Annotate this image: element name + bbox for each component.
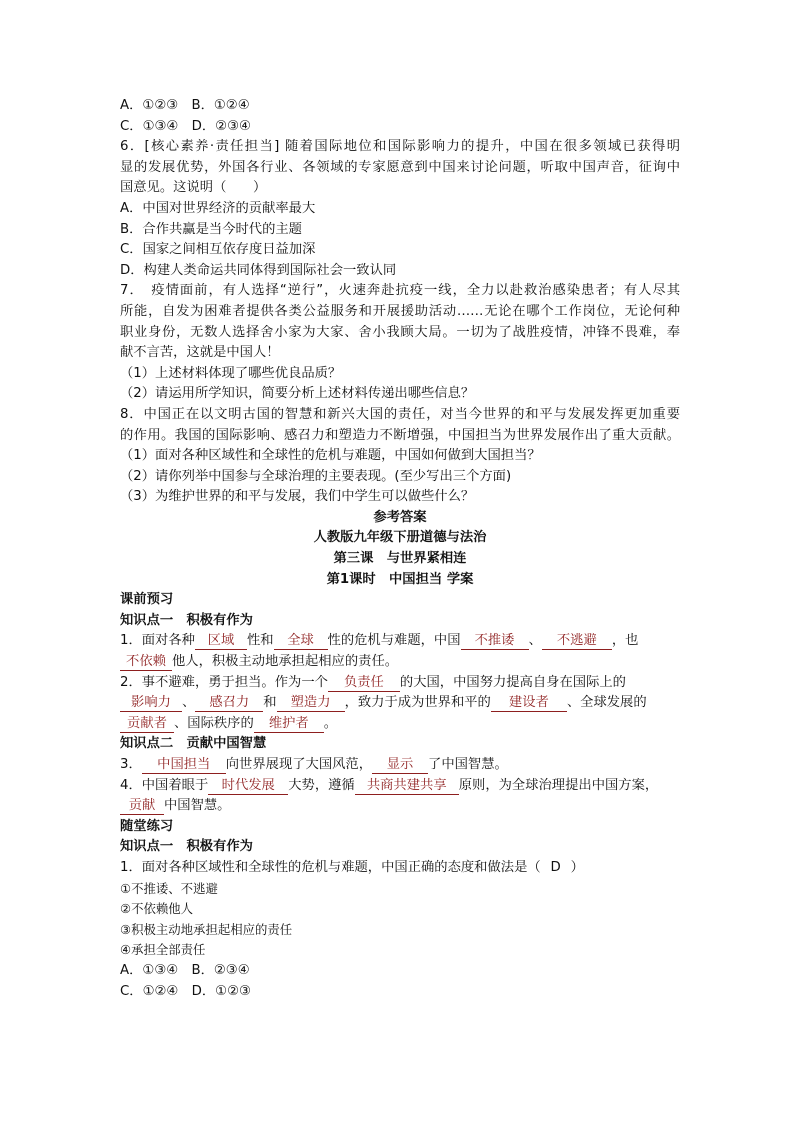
option-line-cd: C．①③④ D．②③④ <box>120 118 251 134</box>
q8-sub-3: （3）为维护世界的和平与发展，我们中学生可以做些什么？ <box>120 489 475 505</box>
answer-blank: 感召力 <box>195 694 263 712</box>
preview-item-2-line-2: 影响力 、 感召力 和 塑造力 ，致力于成为世界和平的 建设者 、全球发展的 <box>120 693 680 714</box>
answer-blank: 显示 <box>372 756 428 774</box>
preview-item-4-line-1: 4．中国着眼于 时代发展 大势，遵循 共商共建共享 原则，为全球治理提出中国方案， <box>120 777 659 793</box>
q6-option-a: A．中国对世界经济的贡献率最大 <box>120 200 316 216</box>
answer-blank: 贡献 <box>120 797 164 815</box>
answer-blank: 共商共建共享 <box>355 777 459 795</box>
practice-question-1: 1．面对各种区域性和全球性的危机与难题，中国正确的态度和做法是（ D ） <box>120 858 680 879</box>
preview-item-2-line-3: 贡献者 、国际秩序的 维护者 。 <box>120 714 680 735</box>
q8-line-2: 的作用。我国的国际影响、感召力和塑造力不断增强，中国担当为世界发展作出了重大贡献。 <box>120 427 680 443</box>
q6-option-d: D．构建人类命运共同体得到国际社会一致认同 <box>120 262 397 278</box>
answer-blank: 负责任 <box>328 674 400 692</box>
lesson-title: 第三课 与世界紧相连 <box>333 551 467 567</box>
answer-blank: 贡献者 <box>120 715 174 733</box>
answer-blank: 全球 <box>274 632 328 650</box>
q8-sub-2: （2）请你列举中国参与全球治理的主要表现。(至少写出三个方面) <box>120 468 512 484</box>
preview-item-3: 3． 中国担当 向世界展现了大国风范， 显示 了中国智慧。 <box>120 757 508 772</box>
practice-choice-ab: A．①③④ B．②③④ <box>120 962 250 978</box>
preview-item-1-line-1: 1．面对各种 区域 性和 全球 性的危机与难题，中国 不推诿 、 不逃避 ，也 <box>120 633 639 649</box>
answer-blank: 塑造力 <box>277 694 345 712</box>
option-line-ab: A．①②③ B．①②④ <box>120 98 250 113</box>
answer-blank: 维护者 <box>254 715 324 733</box>
q7-sub-2: （2）请运用所学知识，简要分析上述材料传递出哪些信息？ <box>120 386 475 402</box>
q7-line-3: 职业身份，无数人选择舍小家为大家、舍小我顾大局。一切为了战胜疫情，冲锋不畏难，奉 <box>120 324 680 340</box>
q7-line-1: 7． 疫情面前，有人选择“逆行”，火速奔赴抗疫一线，全力以赴救治感染患者；有人尽其 <box>120 283 680 299</box>
q6-line-3: 国意见。这说明（ ） <box>120 180 267 196</box>
q6-line-1: 6．[核心素养·责任担当] 随着国际地位和国际影响力的提升，中国在很多领域已获得明 <box>120 139 680 155</box>
book-title: 人教版九年级下册道德与法治 <box>313 530 487 546</box>
knowledge-point-2: 知识点二 贡献中国智慧 <box>120 736 267 752</box>
q7-line-2: 所能，自发为困难者提供各类公益服务和开展援助活动……无论在哪个工作岗位，无论何种 <box>120 303 680 319</box>
section-heading-practice: 随堂练习 <box>120 818 174 834</box>
q8-line-1: 8．中国正在以文明古国的智慧和新兴大国的责任，对当今世界的和平与发展发挥更加重要 <box>120 406 680 422</box>
q7-sub-1: （1）上述材料体现了哪些优良品质？ <box>120 365 342 381</box>
answer-blank: 不推诿 <box>461 632 529 650</box>
answers-title: 参考答案 <box>373 509 427 525</box>
q6-option-c: C．国家之间相互依存度日益加深 <box>120 242 316 258</box>
preview-item-4-line-2: 贡献 中国智慧。 <box>120 796 680 817</box>
answer-blank: 不逃避 <box>542 632 612 650</box>
practice-option-3: ③积极主动地承担起相应的责任 <box>120 921 293 937</box>
document-page <box>120 96 680 1002</box>
q6-option-b: B．合作共赢是当今时代的主题 <box>120 221 302 237</box>
answer-blank: 时代发展 <box>208 777 288 795</box>
period-title: 第1课时 中国担当 学案 <box>326 571 474 587</box>
answer-letter: D <box>550 859 561 875</box>
knowledge-point-1: 知识点一 积极有作为 <box>120 612 253 628</box>
q6-line-2: 显的发展优势，外国各行业、各领域的专家愿意到中国来讨论问题，听取中国声音，征询中 <box>120 159 680 175</box>
section-heading-preview: 课前预习 <box>120 592 174 608</box>
practice-option-1: ①不推诿、不逃避 <box>120 880 218 896</box>
preview-item-2-line-1: 2．事不避难，勇于担当。作为一个 负责任 的大国，中国努力提高自身在国际上的 <box>120 674 626 690</box>
practice-knowledge-point-1: 知识点一 积极有作为 <box>120 839 253 855</box>
answer-blank: 中国担当 <box>142 756 226 774</box>
q8-sub-1: （1）面对各种区域性和全球性的危机与难题，中国如何做到大国担当？ <box>120 448 541 464</box>
answer-blank: 建设者 <box>491 694 567 712</box>
preview-item-1-line-2: 不依赖 他人，积极主动地承担起相应的责任。 <box>120 652 680 673</box>
practice-choice-cd: C．①②④ D．①②③ <box>120 983 251 999</box>
answer-blank: 区域 <box>195 632 247 650</box>
practice-option-2: ②不依赖他人 <box>120 901 194 917</box>
q7-line-4: 献不言苦，这就是中国人！ <box>120 345 280 361</box>
practice-option-4: ④承担全部责任 <box>120 942 206 958</box>
answer-blank: 不依赖 <box>120 653 172 671</box>
answer-blank: 影响力 <box>120 694 182 712</box>
